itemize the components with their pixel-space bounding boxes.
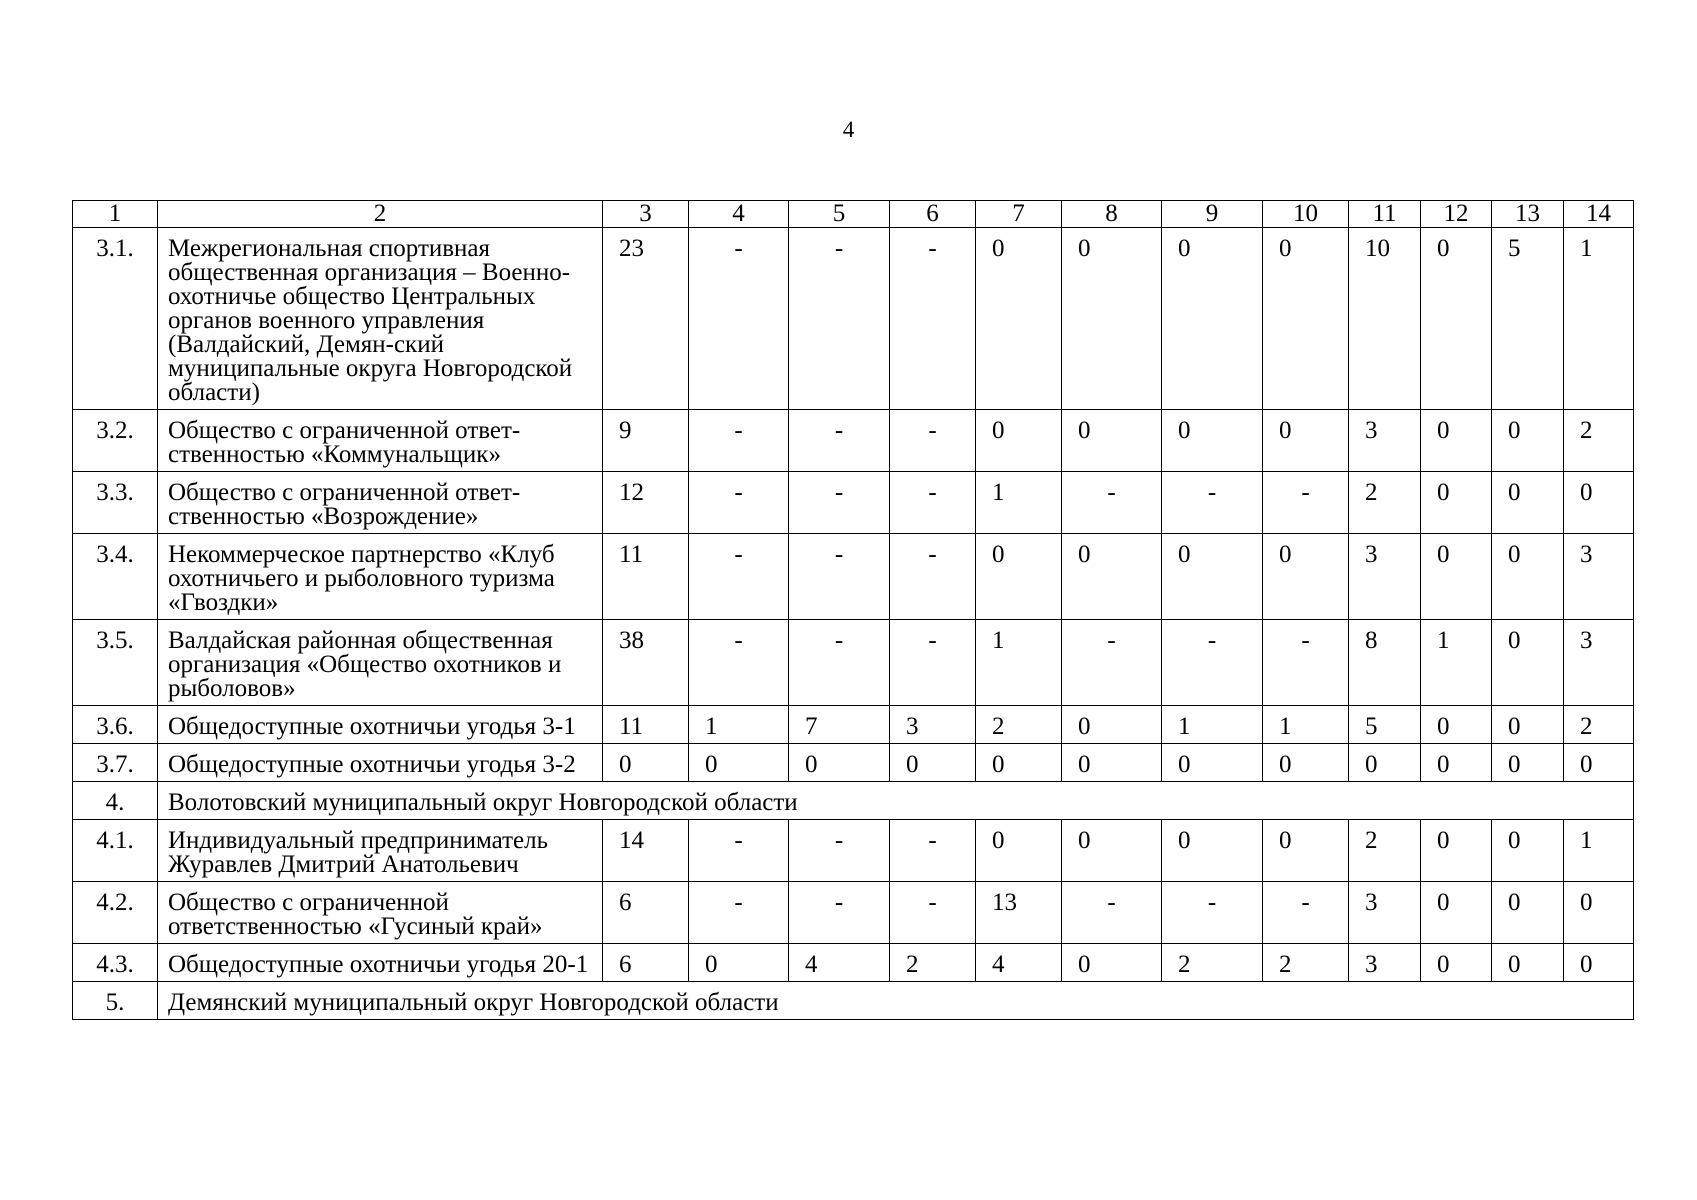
value-cell: 0 xyxy=(1421,820,1492,882)
value-cell: 7 xyxy=(789,706,890,744)
value-cell: 0 xyxy=(789,744,890,782)
value-cell: 0 xyxy=(976,534,1062,620)
value-cell: 0 xyxy=(1162,744,1263,782)
value-cell: 0 xyxy=(1564,472,1634,534)
header-cell: 3 xyxy=(603,201,689,228)
organization-name: Общедоступные охотничьи угодья 3-1 xyxy=(158,706,603,744)
section-title: Волотовский муниципальный округ Новгородской области xyxy=(158,782,1634,820)
value-cell: - xyxy=(890,472,976,534)
section-row xyxy=(73,782,1634,820)
header-cell: 9 xyxy=(1162,201,1263,228)
table-row xyxy=(73,820,1634,882)
value-cell: - xyxy=(1062,882,1162,944)
value-cell: - xyxy=(689,820,789,882)
organization-name: Некоммерческое партнерство «Клуб охотничьего и рыболовного туризма «Гвоздки» xyxy=(158,534,603,620)
value-cell: 3 xyxy=(1349,534,1421,620)
row-number: 3.3. xyxy=(73,472,158,534)
value-cell: - xyxy=(789,534,890,620)
value-cell: 3 xyxy=(1564,620,1634,706)
value-cell: 0 xyxy=(1492,944,1564,982)
value-cell: 3 xyxy=(890,706,976,744)
value-cell: 0 xyxy=(1263,228,1349,410)
value-cell: 0 xyxy=(976,820,1062,882)
value-cell: 0 xyxy=(1492,472,1564,534)
value-cell: - xyxy=(890,228,976,410)
value-cell: 2 xyxy=(1564,410,1634,472)
value-cell: 5 xyxy=(1492,228,1564,410)
value-cell: 0 xyxy=(1062,706,1162,744)
value-cell: - xyxy=(789,410,890,472)
table-row xyxy=(73,706,1634,744)
header-cell: 1 xyxy=(73,201,158,228)
value-cell: 14 xyxy=(603,820,689,882)
header-row xyxy=(73,201,1634,228)
header-cell: 4 xyxy=(689,201,789,228)
header-cell: 14 xyxy=(1564,201,1634,228)
value-cell: 12 xyxy=(603,472,689,534)
value-cell: 0 xyxy=(976,744,1062,782)
value-cell: 1 xyxy=(1564,228,1634,410)
value-cell: 0 xyxy=(689,944,789,982)
value-cell: 0 xyxy=(1062,744,1162,782)
value-cell: 0 xyxy=(1421,228,1492,410)
value-cell: 0 xyxy=(1349,744,1421,782)
organization-name: Общедоступные охотничьи угодья 3-2 xyxy=(158,744,603,782)
value-cell: - xyxy=(1162,882,1263,944)
table-row xyxy=(73,410,1634,472)
value-cell: - xyxy=(789,620,890,706)
value-cell: 6 xyxy=(603,882,689,944)
value-cell: - xyxy=(689,620,789,706)
value-cell: - xyxy=(1263,620,1349,706)
value-cell: 0 xyxy=(1492,534,1564,620)
value-cell: 0 xyxy=(1062,410,1162,472)
value-cell: 6 xyxy=(603,944,689,982)
value-cell: 3 xyxy=(1349,882,1421,944)
table-row xyxy=(73,472,1634,534)
table-row xyxy=(73,228,1634,410)
data-table xyxy=(72,200,1634,1020)
value-cell: - xyxy=(689,472,789,534)
value-cell: - xyxy=(1263,882,1349,944)
row-number: 4. xyxy=(73,782,158,820)
organization-name: Общество с ограниченной ответственностью «Гусиный край» xyxy=(158,882,603,944)
value-cell: 0 xyxy=(1492,706,1564,744)
row-number: 4.3. xyxy=(73,944,158,982)
row-number: 3.1. xyxy=(73,228,158,410)
header-cell: 2 xyxy=(158,201,603,228)
value-cell: 0 xyxy=(1263,744,1349,782)
value-cell: 1 xyxy=(1421,620,1492,706)
value-cell: 13 xyxy=(976,882,1062,944)
value-cell: - xyxy=(1263,472,1349,534)
value-cell: 0 xyxy=(1421,744,1492,782)
table-row xyxy=(73,944,1634,982)
header-cell: 6 xyxy=(890,201,976,228)
value-cell: 0 xyxy=(1421,882,1492,944)
row-number: 3.7. xyxy=(73,744,158,782)
value-cell: 4 xyxy=(789,944,890,982)
value-cell: 4 xyxy=(976,944,1062,982)
section-row xyxy=(73,982,1634,1020)
value-cell: 0 xyxy=(1492,410,1564,472)
value-cell: 5 xyxy=(1349,706,1421,744)
organization-name: Общедоступные охотничьи угодья 20-1 xyxy=(158,944,603,982)
value-cell: 0 xyxy=(1263,534,1349,620)
row-number: 3.4. xyxy=(73,534,158,620)
header-cell: 5 xyxy=(789,201,890,228)
value-cell: 2 xyxy=(1564,706,1634,744)
value-cell: 9 xyxy=(603,410,689,472)
value-cell: - xyxy=(1162,472,1263,534)
value-cell: 1 xyxy=(1263,706,1349,744)
row-number: 3.5. xyxy=(73,620,158,706)
value-cell: - xyxy=(890,882,976,944)
value-cell: 1 xyxy=(976,472,1062,534)
row-number: 3.6. xyxy=(73,706,158,744)
value-cell: 11 xyxy=(603,534,689,620)
value-cell: 0 xyxy=(890,744,976,782)
header-cell: 11 xyxy=(1349,201,1421,228)
value-cell: 0 xyxy=(1564,744,1634,782)
value-cell: 0 xyxy=(1564,944,1634,982)
value-cell: - xyxy=(890,820,976,882)
header-cell: 13 xyxy=(1492,201,1564,228)
value-cell: 0 xyxy=(603,744,689,782)
value-cell: 2 xyxy=(1162,944,1263,982)
value-cell: 2 xyxy=(976,706,1062,744)
value-cell: - xyxy=(890,620,976,706)
value-cell: 0 xyxy=(1062,944,1162,982)
page-number: 4 xyxy=(842,117,855,142)
header-cell: 8 xyxy=(1062,201,1162,228)
value-cell: 8 xyxy=(1349,620,1421,706)
value-cell: 2 xyxy=(890,944,976,982)
value-cell: 0 xyxy=(689,744,789,782)
value-cell: - xyxy=(1062,472,1162,534)
row-number: 4.1. xyxy=(73,820,158,882)
organization-name: Общество с ограниченной ответ-ственностью «Возрождение» xyxy=(158,472,603,534)
value-cell: 0 xyxy=(976,228,1062,410)
value-cell: 0 xyxy=(1263,820,1349,882)
value-cell: 3 xyxy=(1564,534,1634,620)
value-cell: 1 xyxy=(689,706,789,744)
value-cell: 0 xyxy=(1492,620,1564,706)
organization-name: Валдайская районная общественная организация «Общество охотников и рыболовов» xyxy=(158,620,603,706)
value-cell: 0 xyxy=(1062,228,1162,410)
header-cell: 7 xyxy=(976,201,1062,228)
value-cell: 0 xyxy=(1162,410,1263,472)
organization-name: Общество с ограниченной ответ-ственностью «Коммунальщик» xyxy=(158,410,603,472)
table-row xyxy=(73,534,1634,620)
value-cell: 2 xyxy=(1349,820,1421,882)
value-cell: 0 xyxy=(1421,472,1492,534)
value-cell: - xyxy=(789,820,890,882)
value-cell: 1 xyxy=(1162,706,1263,744)
value-cell: 0 xyxy=(1421,410,1492,472)
table-row xyxy=(73,882,1634,944)
value-cell: 2 xyxy=(1349,472,1421,534)
value-cell: - xyxy=(789,882,890,944)
value-cell: 0 xyxy=(976,410,1062,472)
value-cell: - xyxy=(789,472,890,534)
value-cell: 0 xyxy=(1162,534,1263,620)
row-number: 4.2. xyxy=(73,882,158,944)
value-cell: - xyxy=(689,882,789,944)
value-cell: - xyxy=(890,410,976,472)
value-cell: 0 xyxy=(1162,820,1263,882)
value-cell: - xyxy=(689,228,789,410)
value-cell: 0 xyxy=(1062,534,1162,620)
value-cell: 0 xyxy=(1162,228,1263,410)
organization-name: Межрегиональная спортивная общественная организация – Военно-охотничье общество Центральных органов военного управления (Валдайский, Демян-ский муниципальные округа Новгородской области) xyxy=(158,228,603,410)
value-cell: 0 xyxy=(1421,534,1492,620)
value-cell: 0 xyxy=(1062,820,1162,882)
value-cell: - xyxy=(1162,620,1263,706)
value-cell: 11 xyxy=(603,706,689,744)
value-cell: 3 xyxy=(1349,410,1421,472)
row-number: 3.2. xyxy=(73,410,158,472)
value-cell: 23 xyxy=(603,228,689,410)
value-cell: 10 xyxy=(1349,228,1421,410)
table-body xyxy=(73,201,1634,1020)
value-cell: - xyxy=(1062,620,1162,706)
value-cell: - xyxy=(890,534,976,620)
header-cell: 12 xyxy=(1421,201,1492,228)
value-cell: 1 xyxy=(1564,820,1634,882)
value-cell: 0 xyxy=(1421,706,1492,744)
value-cell: 1 xyxy=(976,620,1062,706)
header-cell: 10 xyxy=(1263,201,1349,228)
value-cell: 0 xyxy=(1263,410,1349,472)
value-cell: - xyxy=(689,534,789,620)
value-cell: - xyxy=(789,228,890,410)
value-cell: 0 xyxy=(1492,820,1564,882)
value-cell: 0 xyxy=(1564,882,1634,944)
value-cell: 0 xyxy=(1492,882,1564,944)
value-cell: - xyxy=(689,410,789,472)
value-cell: 38 xyxy=(603,620,689,706)
row-number: 5. xyxy=(73,982,158,1020)
table-row xyxy=(73,620,1634,706)
value-cell: 2 xyxy=(1263,944,1349,982)
table-row xyxy=(73,744,1634,782)
value-cell: 3 xyxy=(1349,944,1421,982)
organization-name: Индивидуальный предприниматель Журавлев Дмитрий Анатольевич xyxy=(158,820,603,882)
value-cell: 0 xyxy=(1492,744,1564,782)
section-title: Демянский муниципальный округ Новгородской области xyxy=(158,982,1634,1020)
value-cell: 0 xyxy=(1421,944,1492,982)
